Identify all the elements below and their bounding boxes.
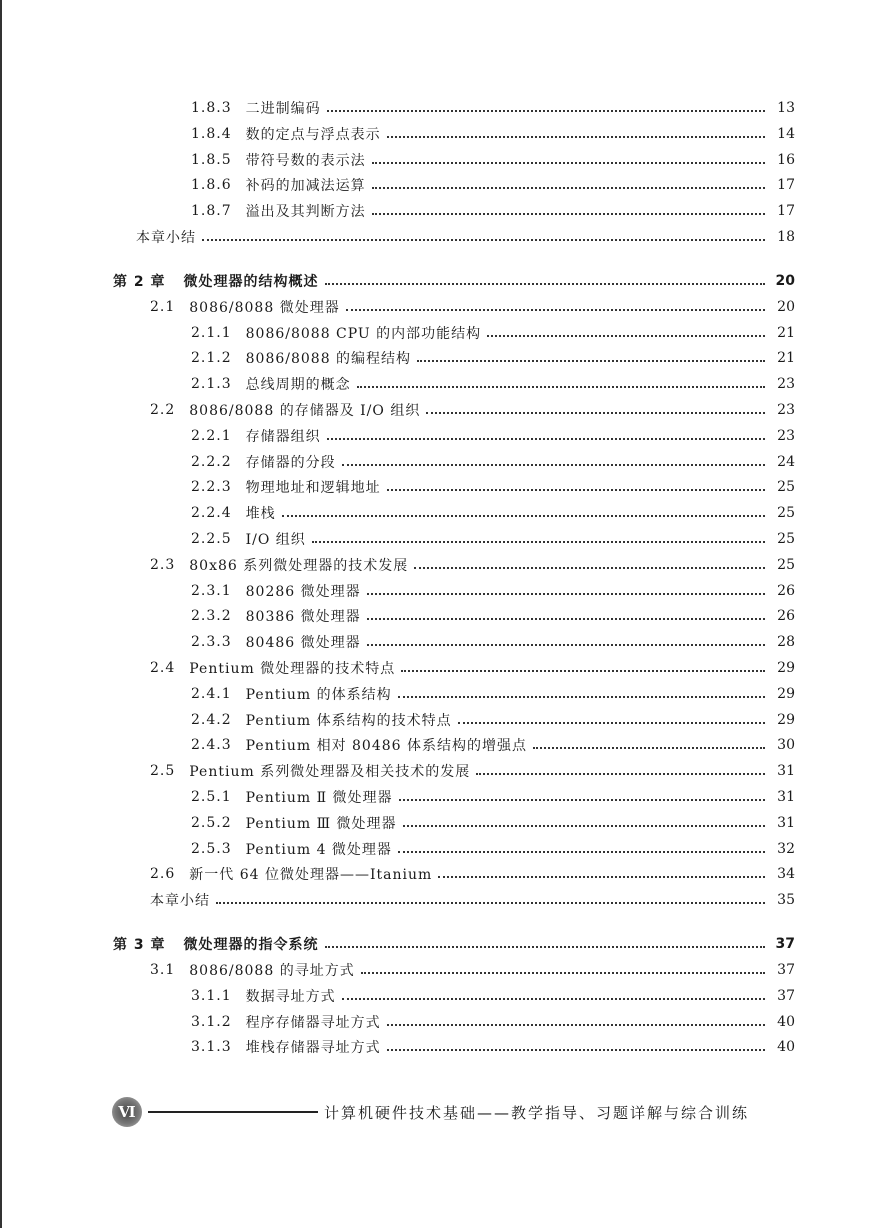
dot-leader xyxy=(372,213,765,215)
toc-entry-number: 2.4.1 xyxy=(191,685,232,702)
dot-leader xyxy=(487,335,765,337)
dot-leader xyxy=(372,187,765,189)
toc-entry-page: 37 xyxy=(777,987,795,1004)
toc-entry-number: 3.1.1 xyxy=(191,987,232,1004)
toc-entry[interactable] xyxy=(191,1010,795,1034)
toc-entry-page: 25 xyxy=(777,479,795,496)
toc-entry-title: 数据寻址方式 xyxy=(245,988,336,1005)
toc-entry-number: 2.1.2 xyxy=(191,350,232,367)
toc-entry[interactable] xyxy=(191,173,795,197)
toc-entry-number: 第 3 章 xyxy=(113,937,166,954)
toc-entry-page: 28 xyxy=(777,634,795,651)
dot-leader xyxy=(342,998,765,1000)
toc-entry-title: 总线周期的概念 xyxy=(245,377,351,394)
toc-entry-page: 37 xyxy=(775,936,795,953)
dot-leader xyxy=(417,360,765,362)
toc-entry-title: 存储器组织 xyxy=(245,428,321,445)
toc-entry-title: 80386 微处理器 xyxy=(245,609,361,626)
toc-entry-number: 2.1.1 xyxy=(191,324,232,341)
toc-entry-page: 17 xyxy=(777,203,795,220)
toc-entry-page: 26 xyxy=(777,608,795,625)
dot-leader xyxy=(202,239,765,241)
toc-entry[interactable] xyxy=(191,579,795,603)
toc-entry[interactable] xyxy=(191,1035,795,1059)
toc-entry[interactable] xyxy=(191,321,795,345)
dot-leader xyxy=(312,541,765,543)
toc-entry-number: 2.2.2 xyxy=(191,453,232,470)
toc-entry-page: 29 xyxy=(777,660,795,676)
toc-entry-page: 26 xyxy=(777,582,795,599)
toc-entry-title: I/O 组织 xyxy=(245,532,306,548)
dot-leader xyxy=(476,773,765,775)
toc-entry[interactable] xyxy=(191,424,795,448)
toc-entry-page: 18 xyxy=(777,229,795,245)
toc-entry[interactable] xyxy=(191,346,795,370)
toc-entry-number: 2.3.2 xyxy=(191,608,232,625)
dot-leader xyxy=(367,618,765,620)
dot-leader xyxy=(387,1049,765,1051)
toc-entry-title: Pentium 系列微处理器及相关技术的发展 xyxy=(189,764,471,781)
toc-entry[interactable] xyxy=(150,398,795,422)
toc-entry-number: 1.8.7 xyxy=(191,203,232,220)
dot-leader xyxy=(399,799,765,801)
toc-entry[interactable] xyxy=(150,656,795,680)
toc-entry[interactable] xyxy=(150,888,795,912)
toc-entry-page: 24 xyxy=(777,453,795,470)
toc-entry[interactable] xyxy=(150,295,795,319)
toc-entry-title: 带符号数的表示法 xyxy=(245,152,366,169)
toc-entry-title: Pentium 相对 80486 体系结构的增强点 xyxy=(245,738,527,755)
dot-leader xyxy=(401,670,765,672)
toc-entry[interactable] xyxy=(113,269,795,293)
toc-entry-page: 23 xyxy=(777,376,795,393)
toc-entry-number: 2.3 xyxy=(150,556,176,573)
toc-entry-number: 2.2.1 xyxy=(191,427,232,444)
toc-entry-title: 微处理器的结构概述 xyxy=(183,274,319,290)
toc-entry-page: 40 xyxy=(777,1013,795,1030)
dot-leader xyxy=(398,851,765,853)
toc-entry-number: 1.8.4 xyxy=(191,125,232,142)
toc-entry-page: 31 xyxy=(777,814,795,831)
toc-entry-number: 1.8.6 xyxy=(191,177,232,194)
toc-entry[interactable] xyxy=(191,96,795,120)
toc-entry[interactable] xyxy=(191,604,795,628)
toc-entry-number: 2.1 xyxy=(150,298,176,315)
toc-entry-number: 1.8.3 xyxy=(191,100,232,116)
toc-entry-title: Pentium 4 微处理器 xyxy=(245,841,392,858)
toc-entry-title: Pentium Ⅲ 微处理器 xyxy=(245,815,397,832)
toc-entry-title: 新一代 64 位微处理器——Itanium xyxy=(189,867,433,884)
dot-leader xyxy=(458,722,765,724)
toc-entry-page: 25 xyxy=(777,505,795,522)
dot-leader xyxy=(387,1024,765,1026)
dot-leader xyxy=(361,972,765,974)
toc-entry[interactable] xyxy=(191,372,795,396)
dot-leader xyxy=(327,110,765,112)
toc-entry-page: 21 xyxy=(777,324,795,341)
footer-book-title: 计算机硬件技术基础——教学指导、习题详解与综合训练 xyxy=(324,1103,750,1122)
toc-entry-number: 3.1.2 xyxy=(191,1013,232,1030)
toc-entry[interactable] xyxy=(113,932,795,956)
dot-leader xyxy=(387,489,765,491)
toc-entry-page: 32 xyxy=(777,840,795,857)
page-left-edge xyxy=(0,0,2,1228)
toc-entry-title: 80x86 系列微处理器的技术发展 xyxy=(189,557,409,574)
toc-entry-page: 23 xyxy=(777,427,795,444)
toc-entry-page: 16 xyxy=(777,151,795,168)
dot-leader xyxy=(327,438,765,440)
toc-entry-number: 2.2.4 xyxy=(191,505,232,522)
toc-entry-number: 3.1 xyxy=(150,962,176,978)
toc-entry[interactable] xyxy=(191,199,795,223)
toc-entry-number: 第 2 章 xyxy=(113,274,166,290)
dot-leader xyxy=(367,644,765,646)
toc-entry-page: 30 xyxy=(777,737,795,754)
dot-leader xyxy=(438,876,765,878)
toc-entry-page: 14 xyxy=(777,125,795,142)
toc-entry[interactable] xyxy=(191,527,795,551)
dot-leader xyxy=(325,946,766,948)
toc-entry[interactable] xyxy=(191,475,795,499)
toc-entry-title: 存储器的分段 xyxy=(245,454,336,471)
toc-entry[interactable] xyxy=(136,225,795,249)
footer-rule xyxy=(148,1111,318,1113)
toc-entry-page: 29 xyxy=(777,711,795,728)
toc-entry[interactable] xyxy=(150,862,795,886)
toc-entry-title: 8086/8088 的存储器及 I/O 组织 xyxy=(189,403,421,419)
toc-entry-number: 2.4 xyxy=(150,660,176,676)
toc-entry-page: 40 xyxy=(777,1039,795,1056)
toc-entry[interactable] xyxy=(191,708,795,732)
toc-entry-page: 20 xyxy=(775,273,795,289)
toc-entry[interactable] xyxy=(191,785,795,809)
toc-entry[interactable] xyxy=(191,984,795,1008)
dot-leader xyxy=(216,902,765,904)
toc-entry-title: 80486 微处理器 xyxy=(245,635,361,652)
toc-entry-page: 25 xyxy=(777,531,795,547)
dot-leader xyxy=(342,464,765,466)
toc-entry[interactable] xyxy=(191,682,795,706)
toc-entry-number: 2.2 xyxy=(150,402,176,418)
toc-entry-title: Pentium Ⅱ 微处理器 xyxy=(245,790,393,806)
toc-entry-title: 8086/8088 微处理器 xyxy=(189,299,340,316)
toc-entry-title: 堆栈存储器寻址方式 xyxy=(245,1040,381,1057)
toc-entry-page: 29 xyxy=(777,685,795,702)
toc-entry-number: 2.3.1 xyxy=(191,582,232,599)
toc-entry[interactable] xyxy=(191,811,795,835)
toc-entry-number: 2.5.3 xyxy=(191,840,232,857)
toc-entry[interactable] xyxy=(150,958,795,982)
toc-entry-title: 溢出及其判断方法 xyxy=(245,204,366,221)
dot-leader xyxy=(357,386,765,388)
toc-entry-number: 3.1.3 xyxy=(191,1039,232,1056)
toc-entry-page: 31 xyxy=(777,789,795,805)
toc-entry-page: 35 xyxy=(777,892,795,909)
toc-entry-title: Pentium 体系结构的技术特点 xyxy=(245,712,452,729)
dot-leader xyxy=(282,515,765,517)
toc-entry[interactable] xyxy=(191,630,795,654)
toc-entry-page: 20 xyxy=(777,298,795,315)
page-number-badge: Ⅵ xyxy=(112,1097,142,1127)
toc-entry-title: 堆栈 xyxy=(245,506,276,523)
toc-entry[interactable] xyxy=(191,450,795,474)
toc-entry-title: 本章小结 xyxy=(136,230,196,246)
dot-leader xyxy=(325,283,766,285)
dot-leader xyxy=(403,825,765,827)
dot-leader xyxy=(346,309,765,311)
dot-leader xyxy=(414,567,765,569)
toc-entry-title: 8086/8088 CPU 的内部功能结构 xyxy=(245,325,482,342)
toc-entry-title: 补码的加减法运算 xyxy=(245,178,366,195)
toc-entry-page: 17 xyxy=(777,177,795,194)
toc-entry-title: 微处理器的指令系统 xyxy=(183,937,319,954)
toc-entry[interactable] xyxy=(150,553,795,577)
dot-leader xyxy=(533,747,765,749)
toc-entry[interactable] xyxy=(191,122,795,146)
toc-entry-number: 2.4.3 xyxy=(191,737,232,754)
toc-entry-title: 80286 微处理器 xyxy=(245,583,361,600)
toc-entry-number: 2.2.5 xyxy=(191,531,232,547)
toc-entry-title: 数的定点与浮点表示 xyxy=(245,126,381,143)
toc-entry[interactable] xyxy=(191,837,795,861)
toc-entry-title: 8086/8088 的编程结构 xyxy=(245,351,412,368)
toc-entry-number: 2.6 xyxy=(150,866,176,883)
toc-entry-title: Pentium 的体系结构 xyxy=(245,686,392,703)
toc-entry-number: 2.4.2 xyxy=(191,711,232,728)
dot-leader xyxy=(372,162,765,164)
toc-entry-number: 2.3.3 xyxy=(191,634,232,651)
toc-entry[interactable] xyxy=(191,733,795,757)
toc-entry[interactable] xyxy=(150,759,795,783)
dot-leader xyxy=(398,696,765,698)
toc-entry-number: 2.5.1 xyxy=(191,789,232,805)
dot-leader xyxy=(367,593,765,595)
toc-entry-page: 23 xyxy=(777,402,795,418)
toc-entry-title: 物理地址和逻辑地址 xyxy=(245,480,381,497)
toc-entry-number: 1.8.5 xyxy=(191,151,232,168)
toc-entry-page: 21 xyxy=(777,350,795,367)
toc-entry-page: 25 xyxy=(777,556,795,573)
toc-entry-number: 2.1.3 xyxy=(191,376,232,393)
toc-entry-title: 二进制编码 xyxy=(245,101,321,117)
toc-entry-page: 37 xyxy=(777,962,795,978)
toc-entry[interactable] xyxy=(191,148,795,172)
toc-entry-page: 31 xyxy=(777,763,795,780)
toc-entry-title: 本章小结 xyxy=(150,893,210,910)
page-footer xyxy=(112,1097,792,1127)
toc-entry-page: 13 xyxy=(777,100,795,116)
dot-leader xyxy=(387,136,765,138)
toc-entry-title: Pentium 微处理器的技术特点 xyxy=(189,661,396,677)
toc-entry-number: 2.2.3 xyxy=(191,479,232,496)
toc-entry-number: 2.5 xyxy=(150,763,176,780)
toc-entry-title: 程序存储器寻址方式 xyxy=(245,1014,381,1031)
dot-leader xyxy=(426,412,765,414)
toc-entry-page: 34 xyxy=(777,866,795,883)
toc-entry[interactable] xyxy=(191,501,795,525)
toc-entry-title: 8086/8088 的寻址方式 xyxy=(189,963,355,979)
toc-entry-number: 2.5.2 xyxy=(191,814,232,831)
